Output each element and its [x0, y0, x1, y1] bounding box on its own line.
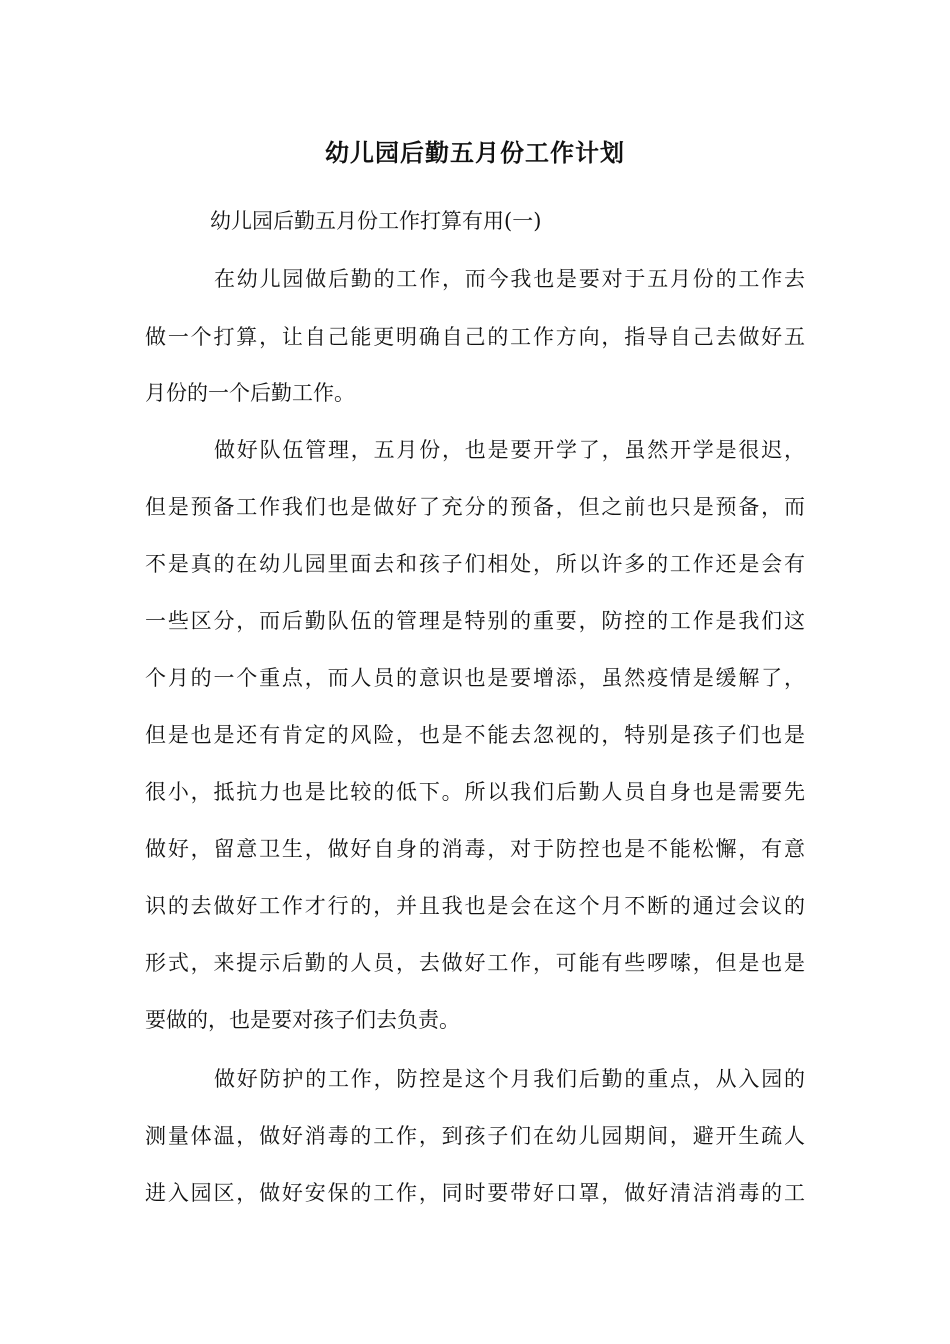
paragraph-line: 做一个打算，让自己能更明确自己的工作方向，指导自己去做好五: [145, 325, 805, 349]
paragraph-line: 做好防护的工作，防控是这个月我们后勤的重点，从入园的: [214, 1067, 805, 1091]
paragraph-line: 但是也是还有肯定的风险，也是不能去忽视的，特别是孩子们也是: [145, 723, 805, 747]
paragraph-line: 识的去做好工作才行的，并且我也是会在这个月不断的通过会议的: [145, 894, 805, 918]
paragraph-line: 不是真的在幼儿园里面去和孩子们相处，所以许多的工作还是会有: [145, 552, 805, 576]
paragraph-line: 进入园区，做好安保的工作，同时要带好口罩，做好清洁消毒的工: [145, 1181, 805, 1205]
paragraph-line: 但是预备工作我们也是做好了充分的预备，但之前也只是预备，而: [145, 495, 805, 519]
document-title: 幼儿园后勤五月份工作计划: [325, 138, 625, 167]
document-subtitle: 幼儿园后勤五月份工作打算有用(一): [210, 209, 542, 233]
paragraph-line: 月份的一个后勤工作。: [145, 381, 355, 405]
paragraph-line: 很小，抵抗力也是比较的低下。所以我们后勤人员自身也是需要先: [145, 780, 805, 804]
paragraph-line: 做好，留意卫生，做好自身的消毒，对于防控也是不能松懈，有意: [145, 837, 805, 861]
paragraph-line: 形式，来提示后勤的人员，去做好工作，可能有些啰嗦，但是也是: [145, 951, 805, 975]
paragraph-line: 在幼儿园做后勤的工作，而今我也是要对于五月份的工作去: [214, 267, 805, 291]
paragraph-line: 做好队伍管理，五月份，也是要开学了，虽然开学是很迟，: [214, 438, 805, 462]
paragraph-line: 个月的一个重点，而人员的意识也是要增添，虽然疫情是缓解了，: [145, 666, 805, 690]
paragraph-line: 要做的，也是要对孩子们去负责。: [145, 1008, 460, 1032]
paragraph-line: 测量体温，做好消毒的工作，到孩子们在幼儿园期间，避开生疏人: [145, 1124, 805, 1148]
paragraph-line: 一些区分，而后勤队伍的管理是特别的重要，防控的工作是我们这: [145, 609, 805, 633]
